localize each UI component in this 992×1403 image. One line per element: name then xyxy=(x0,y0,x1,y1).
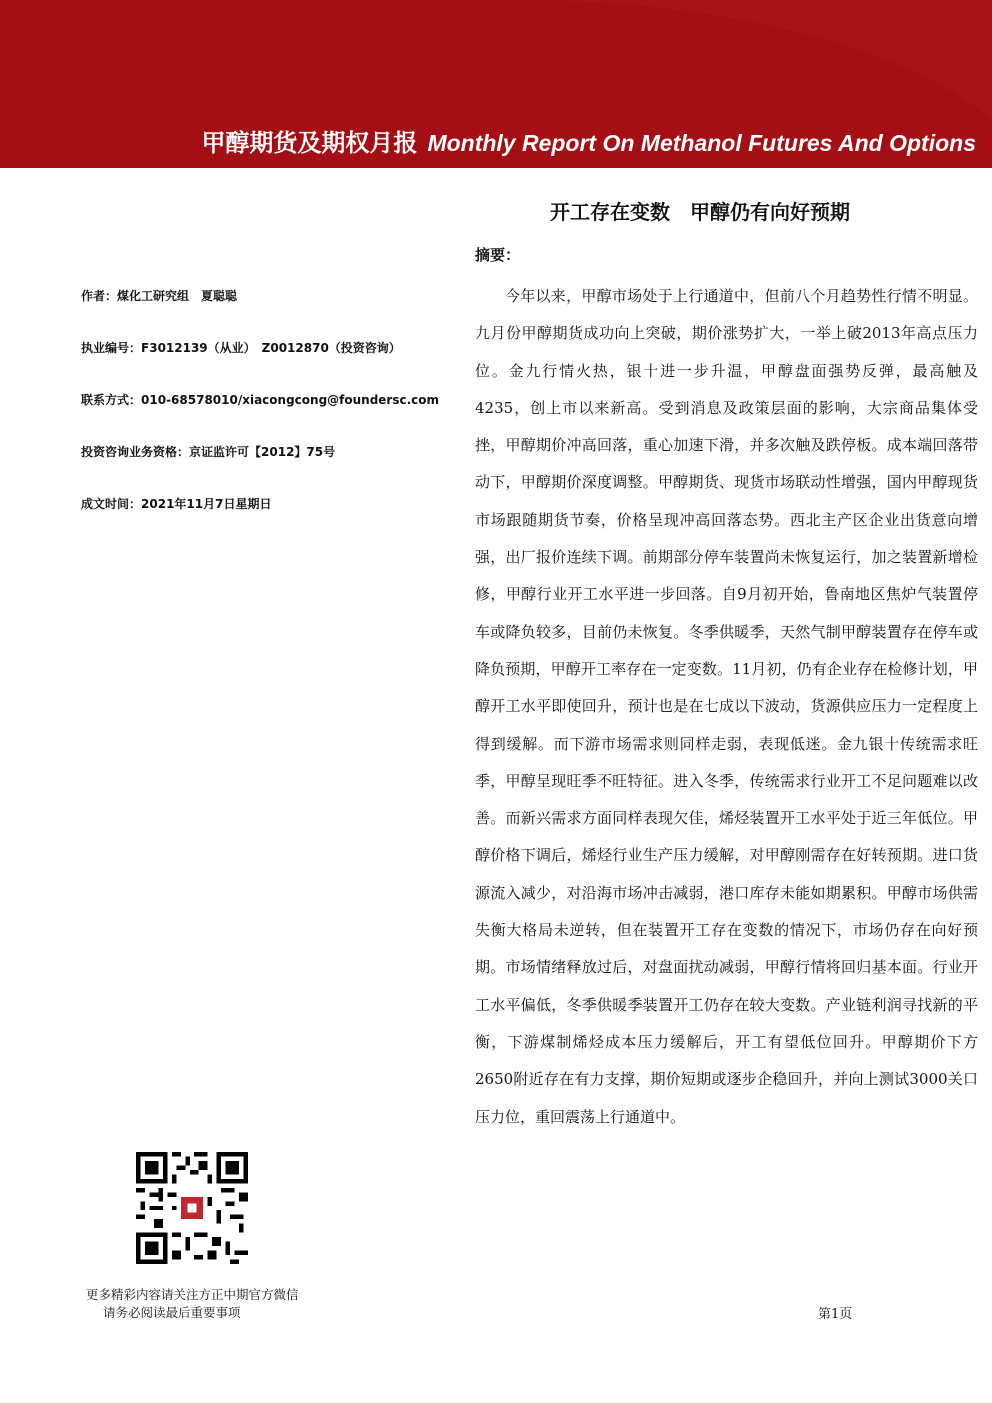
meta-author xyxy=(81,285,461,337)
wechat-qr-code[interactable] xyxy=(136,1152,248,1264)
meta-license-value: F3012139（从业） Z0012870（投资咨询） xyxy=(141,341,401,355)
meta-license xyxy=(81,337,461,389)
report-title xyxy=(201,123,976,158)
meta-date-label: 成文时间： xyxy=(81,497,142,511)
meta-qualification xyxy=(81,441,461,493)
header-banner xyxy=(0,0,992,168)
qr-caption-line2: 请务必阅读最后重要事项 xyxy=(103,1305,241,1320)
meta-qualification-value: 京证监许可【2012】75号 xyxy=(189,445,336,459)
qr-caption-line1: 更多精彩内容请关注方正中期官方微信 xyxy=(86,1287,299,1302)
author-meta xyxy=(81,285,461,545)
meta-license-label: 执业编号： xyxy=(81,341,142,355)
qr-caption xyxy=(86,1286,299,1322)
meta-contact xyxy=(81,389,461,441)
meta-author-value: 煤化工研究组 夏聪聪 xyxy=(117,289,238,303)
article-headline: 开工存在变数 甲醇仍有向好预期 xyxy=(550,200,850,224)
meta-contact-label: 联系方式： xyxy=(81,393,142,407)
page-number: 第1页 xyxy=(818,1307,853,1322)
abstract-body: 今年以来，甲醇市场处于上行通道中，但前八个月趋势性行情不明显。九月份甲醇期货成功向上突破，期价涨势扩大，一举上破2013年高点压力位。金九行情火热，银十进一步升温，甲醇盘面强势反弹，最高触及4235，创上市以来新高。受到消息及政策层面的影响，大宗商品集体受挫，甲醇期价冲高回落，重心加速下滑，并多次触及跌停板。成本端回落带动下，甲醇期价深度调整。甲醇期货、现货市场联动性增强，国内甲醇现货市场跟随期货节奏，价格呈现冲高回落态势。西北主产区企业出货意向增强，出厂报价连续下调。前期部分停车装置尚未恢复运行，加之装置新增检修，甲醇行业开工水平进一步回落。自9月初开始，鲁南地区焦炉气装置停车或降负较多，目前仍未恢复。冬季供暖季，天然气制甲醇装置存在停车或降负预期，甲醇开工率存在一定变数。11月初，仍有企业存在检修计划，甲醇开工水平即使回升，预计也是在七成以下波动，货源供应压力一定程度上得到缓解。而下游市场需求则同样走弱，表现低迷。金九银十传统需求旺季，甲醇呈现旺季不旺特征。进入冬季，传统需求行业开工不足问题难以改善。而新兴需求方面同样表现欠佳，烯烃装置开工水平处于近三年低位。甲醇价格下调后，烯烃行业生产压力缓解，对甲醇刚需存在好转预期。进口货源流入减少，对沿海市场冲击减弱，港口库存未能如期累积。甲醇市场供需失衡大格局未逆转，但在装置开工存在变数的情况下，市场仍存在向好预期。市场情绪释放过后，对盘面扰动减弱，甲醇行情将回归基本面。行业开工水平偏低，冬季供暖季装置开工仍存在较大变数。产业链利润寻找新的平衡，下游煤制烯烃成本压力缓解后，开工有望低位回升。甲醇期价下方2650附近存在有力支撑，期价短期或逐步企稳回升，并向上测试3000关口压力位，重回震荡上行通道中。 xyxy=(475,287,978,1126)
meta-contact-value: 010-68578010/xiacongcong@foundersc.com xyxy=(141,393,440,407)
meta-date-value: 2021年11月7日星期日 xyxy=(141,497,272,511)
report-title-cn: 甲醇期货及期权月报 xyxy=(201,129,418,157)
qr-center-logo xyxy=(176,1192,207,1223)
report-title-en: Monthly Report On Methanol Futures And Options xyxy=(427,130,976,156)
meta-date xyxy=(81,493,461,545)
meta-author-label: 作者： xyxy=(81,289,118,303)
meta-qualification-label: 投资咨询业务资格： xyxy=(81,445,190,459)
abstract-label: 摘要： xyxy=(475,246,521,264)
